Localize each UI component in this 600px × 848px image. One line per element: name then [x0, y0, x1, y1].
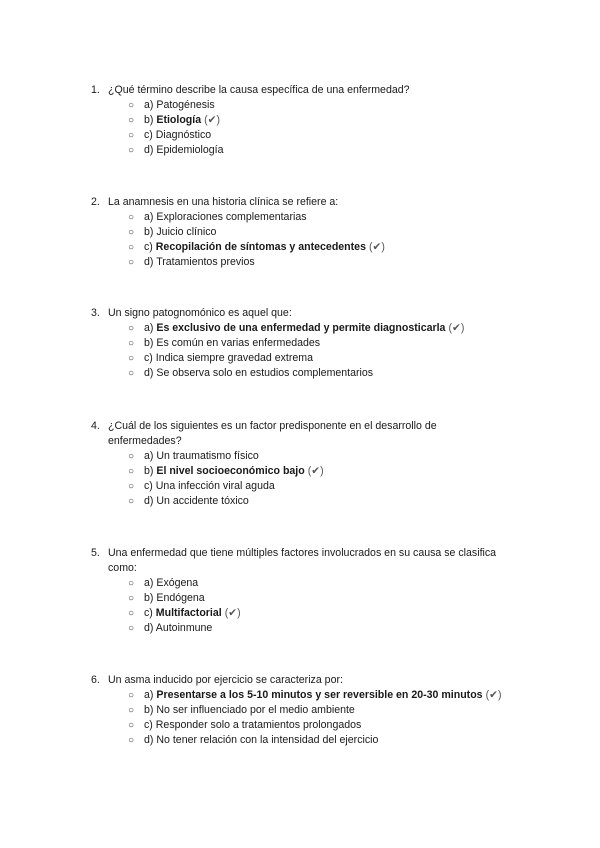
option-label: Es común en varias enfermedades [156, 337, 321, 349]
bullet-icon: ○ [128, 212, 135, 223]
option-b [0, 113, 600, 128]
bullet-icon: ○ [128, 242, 135, 253]
bullet-icon: ○ [128, 593, 135, 604]
question-2 [0, 195, 600, 270]
option-label: Etiología [156, 114, 202, 126]
bullet-icon: ○ [128, 353, 135, 364]
option-label: Autoinmune [155, 622, 213, 634]
option-label: El nivel socioeconómico bajo [156, 465, 305, 477]
bullet-icon: ○ [128, 481, 135, 492]
option-label: Es exclusivo de una enfermedad y permite diagnosticarla [156, 322, 446, 334]
option-letter: d) [144, 367, 154, 379]
option-c [0, 351, 600, 366]
option-letter: d) [144, 144, 154, 156]
bullet-icon: ○ [128, 145, 135, 156]
option-letter: d) [144, 622, 154, 634]
bullet-icon: ○ [128, 451, 135, 462]
option-a [0, 321, 600, 336]
option-b [0, 225, 600, 240]
option-d [0, 143, 600, 158]
option-a [0, 210, 600, 225]
question-6 [0, 673, 600, 748]
question-number: 1. [91, 84, 100, 96]
checkmark-icon: (✔) [485, 689, 502, 701]
question-5 [0, 546, 600, 636]
bullet-icon: ○ [128, 705, 135, 716]
option-letter: c) [144, 241, 153, 253]
question-number: 4. [91, 420, 100, 432]
option-c [0, 606, 600, 621]
option-d [0, 733, 600, 748]
bullet-icon: ○ [128, 623, 135, 634]
option-label: Indica siempre gravedad extrema [155, 352, 314, 364]
option-letter: c) [144, 129, 153, 141]
option-letter: b) [144, 226, 154, 238]
option-c [0, 479, 600, 494]
question-text: Una enfermedad que tiene múltiples factores involucrados en su causa se clasifica como: [108, 547, 497, 574]
option-label: Se observa solo en estudios complementarios [156, 367, 374, 379]
question-text: ¿Cuál de los siguientes es un factor predisponente en el desarrollo de enfermedades? [108, 420, 437, 447]
option-label: Un accidente tóxico [156, 495, 249, 507]
option-b [0, 591, 600, 606]
bullet-icon: ○ [128, 690, 135, 701]
option-letter: b) [144, 114, 154, 126]
option-label: Diagnóstico [155, 129, 212, 141]
option-label: Patogénesis [156, 99, 215, 111]
option-label: Una infección viral aguda [155, 480, 275, 492]
option-letter: a) [144, 577, 154, 589]
question-text: Un signo patognomónico es aquel que: [108, 307, 292, 319]
question-4 [0, 419, 600, 509]
option-letter: c) [144, 352, 153, 364]
option-letter: c) [144, 607, 153, 619]
option-label: No tener relación con la intensidad del ejercicio [156, 734, 379, 746]
checkmark-icon: (✔) [448, 322, 465, 334]
option-a [0, 98, 600, 113]
option-label: Tratamientos previos [156, 256, 255, 268]
option-letter: a) [144, 689, 154, 701]
option-c [0, 128, 600, 143]
checkmark-icon: (✔) [307, 465, 324, 477]
bullet-icon: ○ [128, 227, 135, 238]
option-label: Juicio clínico [156, 226, 217, 238]
question-1 [0, 83, 600, 158]
option-label: Un traumatismo físico [156, 450, 259, 462]
bullet-icon: ○ [128, 100, 135, 111]
option-d [0, 255, 600, 270]
option-letter: b) [144, 592, 154, 604]
option-letter: a) [144, 99, 154, 111]
question-number: 5. [91, 547, 100, 559]
option-label: Exploraciones complementarias [156, 211, 307, 223]
option-letter: d) [144, 495, 154, 507]
question-text: La anamnesis en una historia clínica se refiere a: [108, 196, 339, 208]
option-letter: b) [144, 465, 154, 477]
option-letter: d) [144, 734, 154, 746]
bullet-icon: ○ [128, 608, 135, 619]
option-c [0, 718, 600, 733]
bullet-icon: ○ [128, 368, 135, 379]
question-3 [0, 306, 600, 381]
bullet-icon: ○ [128, 578, 135, 589]
option-a [0, 688, 600, 703]
option-letter: c) [144, 719, 153, 731]
checkmark-icon: (✔) [224, 607, 241, 619]
question-text: Un asma inducido por ejercicio se caracteriza por: [108, 674, 343, 686]
option-letter: c) [144, 480, 153, 492]
question-number: 6. [91, 674, 100, 686]
bullet-icon: ○ [128, 338, 135, 349]
question-number: 2. [91, 196, 100, 208]
option-d [0, 366, 600, 381]
option-d [0, 621, 600, 636]
option-letter: a) [144, 450, 154, 462]
option-label: Presentarse a los 5-10 minutos y ser reversible en 20-30 minutos [156, 689, 483, 701]
option-b [0, 336, 600, 351]
option-letter: a) [144, 322, 154, 334]
option-label: No ser influenciado por el medio ambiente [156, 704, 355, 716]
bullet-icon: ○ [128, 735, 135, 746]
question-number: 3. [91, 307, 100, 319]
bullet-icon: ○ [128, 115, 135, 126]
bullet-icon: ○ [128, 257, 135, 268]
option-letter: d) [144, 256, 154, 268]
option-letter: b) [144, 704, 154, 716]
option-b [0, 464, 600, 479]
option-letter: a) [144, 211, 154, 223]
bullet-icon: ○ [128, 720, 135, 731]
bullet-icon: ○ [128, 130, 135, 141]
option-a [0, 576, 600, 591]
option-label: Endógena [156, 592, 205, 604]
checkmark-icon: (✔) [368, 241, 385, 253]
bullet-icon: ○ [128, 496, 135, 507]
question-text: ¿Qué término describe la causa específica de una enfermedad? [108, 84, 410, 96]
bullet-icon: ○ [128, 466, 135, 477]
checkmark-icon: (✔) [204, 114, 221, 126]
option-label: Epidemiología [156, 144, 224, 156]
option-label: Exógena [156, 577, 199, 589]
option-label: Recopilación de síntomas y antecedentes [155, 241, 366, 253]
option-c [0, 240, 600, 255]
option-b [0, 703, 600, 718]
bullet-icon: ○ [128, 323, 135, 334]
option-a [0, 449, 600, 464]
option-label: Multifactorial [155, 607, 222, 619]
option-letter: b) [144, 337, 154, 349]
option-label: Responder solo a tratamientos prolongados [155, 719, 362, 731]
option-d [0, 494, 600, 509]
